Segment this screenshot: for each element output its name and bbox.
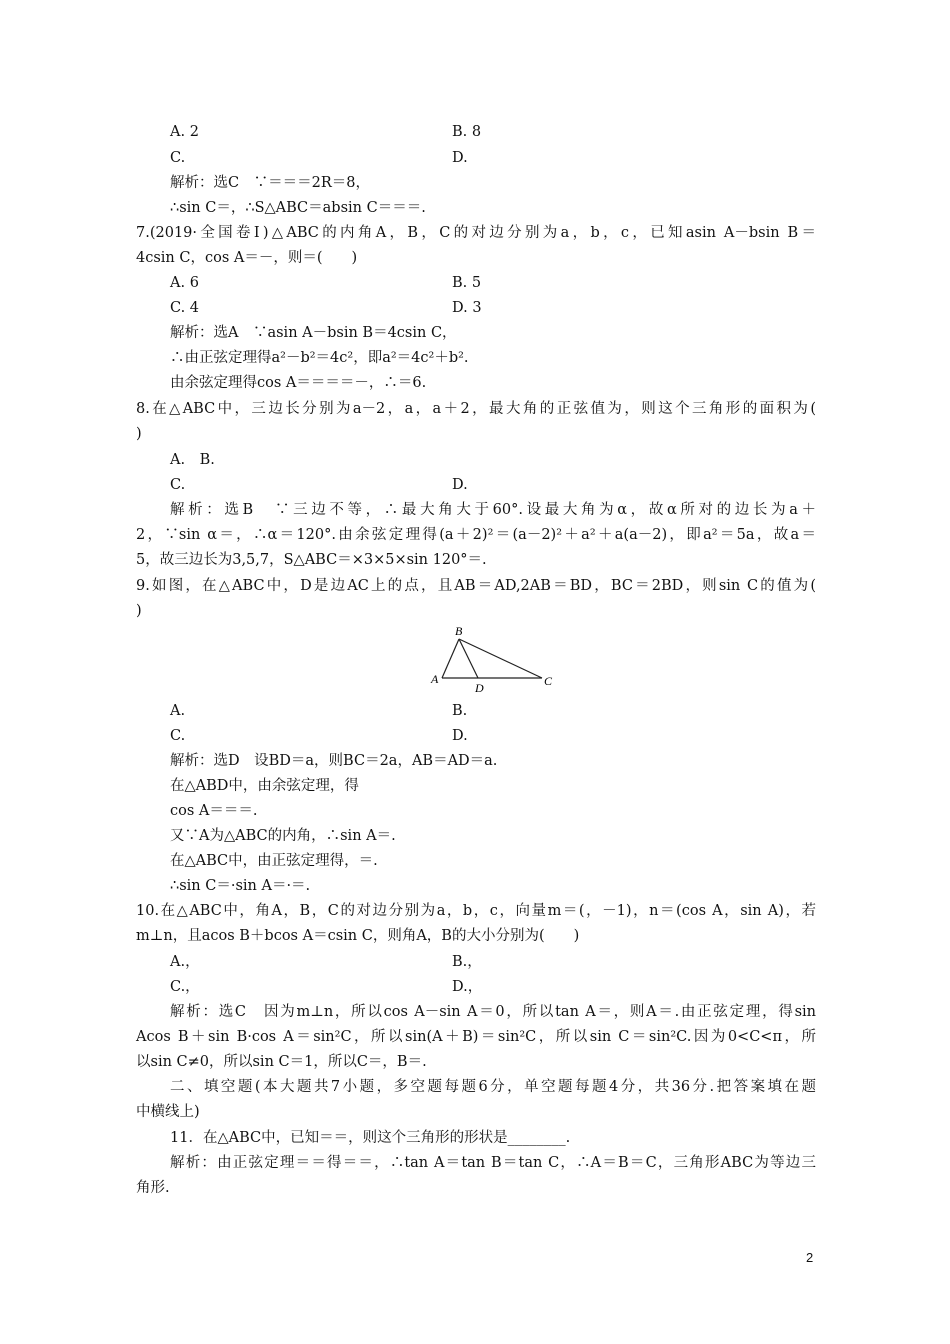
q6-option-a: A. 2 [170, 124, 199, 140]
segment-bd [459, 639, 478, 678]
side-ab [442, 639, 459, 678]
q9-solution-line: ∴sin C＝·sin A＝·＝. [170, 878, 311, 894]
q7-stem: 7.(2019·全国卷Ⅰ)△ABC的内角A，B，C的对边分别为a，b，c，已知asin A－bsin B＝ [136, 225, 816, 241]
q9-option-b: B. [452, 703, 468, 719]
q8-options-ab: A. B. [170, 452, 215, 468]
q6-option-d: D. [452, 150, 468, 166]
q7-solution-line: 由余弦定理得cos A＝＝＝＝－，∴＝6. [170, 375, 427, 391]
q9-solution-line: cos A＝＝＝. [170, 803, 258, 819]
q8-option-c: C. [170, 477, 186, 493]
q9-solution-line: 在△ABD中，由余弦定理，得 [170, 778, 359, 794]
q8-solution-line: 解析：选B ∵三边不等，∴最大角大于60°.设最大角为α，故α所对的边长为a＋ [170, 502, 816, 518]
q8-option-d: D. [452, 477, 468, 493]
q10-solution-line: Acos B＋sin B·cos A＝sin²C，所以sin(A＋B)＝sin²C，所以sin C＝sin²C.因为0<C<π，所 [136, 1029, 816, 1045]
q7-solution-line: ∴由正弦定理得a²－b²＝4c²，即a²＝4c²＋b². [170, 350, 469, 366]
q10-solution-line: 解析：选C 因为m⊥n，所以cos A－sin A＝0，所以tan A＝，则A＝.由正弦定理，得sin [170, 1004, 816, 1020]
q8-stem: ) [136, 426, 142, 442]
q8-solution-line: 2，∵sin α＝，∴α＝120°.由余弦定理得(a＋2)²＝(a－2)²＋a²＋a(a－2)，即a²＝5a，故a＝ [136, 527, 816, 543]
side-bc [459, 639, 542, 678]
q6-option-c: C. [170, 150, 186, 166]
triangle-figure [425, 622, 560, 696]
q9-option-d: D. [452, 728, 468, 744]
q9-option-a: A. [170, 703, 186, 719]
q9-stem: ) [136, 603, 142, 619]
q6-option-b: B. 8 [452, 124, 482, 140]
section-heading: 二、填空题(本大题共7小题，多空题每题6分，单空题每题4分，共36分.把答案填在题 [170, 1079, 816, 1095]
q9-stem: 9.如图，在△ABC中，D是边AC上的点，且AB＝AD,2AB＝BD，BC＝2BD，则sin C的值为( [136, 578, 816, 594]
q8-stem: 8.在△ABC中，三边长分别为a－2，a，a＋2，最大角的正弦值为，则这个三角形的面积为( [136, 401, 816, 417]
q11-solution-line: 角形. [136, 1180, 170, 1196]
q7-option-c: C. 4 [170, 300, 200, 316]
q9-option-c: C. [170, 728, 186, 744]
q7-solution-line: 解析：选A ∵asin A－bsin B＝4csin C， [170, 325, 457, 341]
q8-solution-line: 5，故三边长为3,5,7，S△ABC＝×3×5×sin 120°＝. [136, 552, 487, 568]
q9-solution-line: 解析：选D 设BD＝a，则BC＝2a，AB＝AD＝a. [170, 753, 498, 769]
q11-solution-line: 解析：由正弦定理＝＝得＝＝，∴tan A＝tan B＝tan C，∴A＝B＝C，三角形ABC为等边三 [170, 1155, 816, 1171]
section-heading: 中横线上) [136, 1104, 200, 1120]
q10-stem: 10.在△ABC中，角A，B，C的对边分别为a，b，c，向量m＝(，－1)，n＝(cos A，sin A)，若 [136, 903, 816, 919]
q7-option-b: B. 5 [452, 275, 482, 291]
q10-option-b: B.， [452, 954, 482, 970]
q10-solution-line: 以sin C≠0，所以sin C＝1，所以C＝，B＝. [136, 1054, 427, 1070]
q7-stem: 4csin C，cos A＝－，则＝( ) [136, 250, 358, 266]
q7-option-d: D. 3 [452, 300, 482, 316]
q11-stem: 11．在△ABC中，已知＝＝，则这个三角形的形状是________. [170, 1130, 571, 1146]
q9-solution-line: 又∵A为△ABC的内角，∴sin A＝. [170, 828, 396, 844]
label-a: A [431, 672, 439, 686]
q9-solution-line: 在△ABC中，由正弦定理得，＝. [170, 853, 378, 869]
q10-option-d: D.， [452, 979, 483, 995]
q10-stem: m⊥n，且acos B＋bcos A＝csin C，则角A，B的大小分别为( ) [136, 928, 580, 944]
q10-option-c: C.， [170, 979, 200, 995]
q6-solution-line: ∴sin C＝，∴S△ABC＝absin C＝＝＝. [170, 200, 426, 216]
label-b: B [455, 624, 463, 638]
page-number: 2 [806, 1250, 814, 1265]
label-c: C [544, 674, 553, 688]
q6-solution-line: 解析：选C ∵＝＝＝2R＝8， [170, 175, 370, 191]
q7-option-a: A. 6 [170, 275, 199, 291]
q10-option-a: A.， [170, 954, 200, 970]
label-d: D [475, 681, 484, 695]
